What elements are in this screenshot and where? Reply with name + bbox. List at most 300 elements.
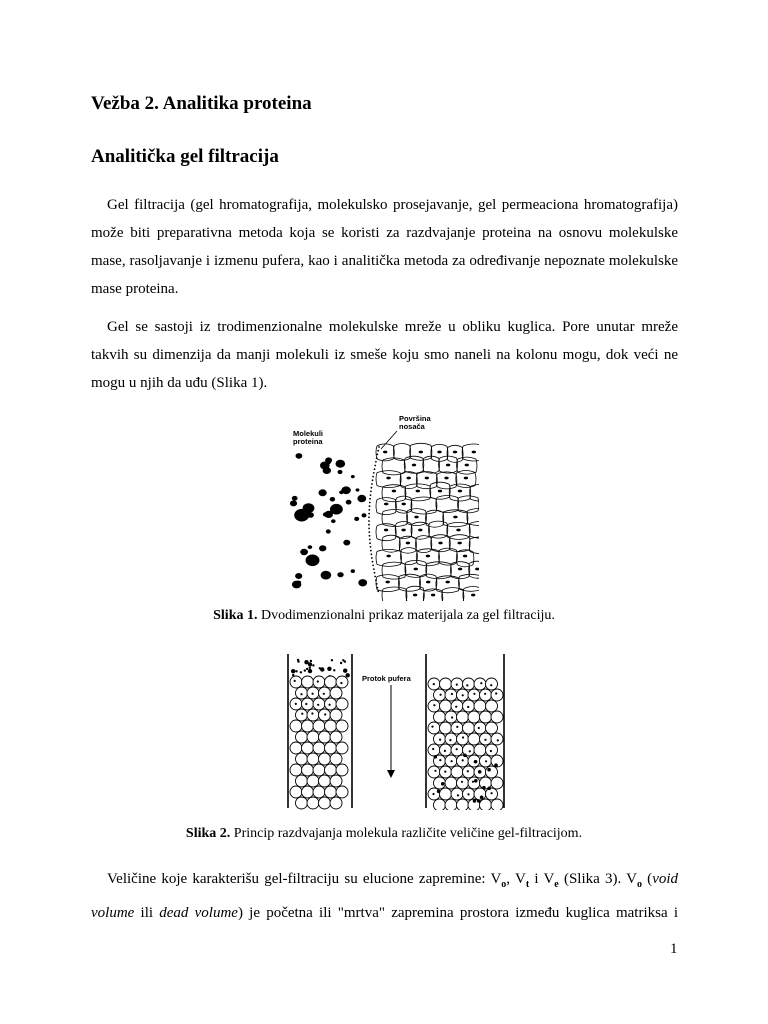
boundary-dot [374, 468, 376, 470]
small-molecule [466, 684, 468, 686]
paragraph-intro [91, 191, 678, 303]
paragraph-line: mogu u njih da uđu (Slika 1). [91, 375, 268, 391]
cell-molecule [471, 594, 475, 597]
sample-molecule [320, 667, 324, 671]
protein-blob [290, 500, 297, 506]
gel-cell [382, 587, 407, 601]
sample-molecule [309, 667, 311, 669]
boundary-dot [377, 450, 379, 452]
gel-cell [382, 562, 406, 579]
small-molecule [462, 694, 464, 696]
large-molecule [473, 799, 477, 803]
gel-bead [296, 775, 308, 787]
gel-cell [401, 548, 418, 565]
gel-bead [307, 709, 319, 721]
boundary-dot [378, 446, 380, 448]
gel-bead [474, 788, 486, 800]
italic-term: dead volume [159, 905, 238, 921]
cell-molecule [453, 516, 457, 519]
gel-bead [290, 786, 302, 798]
small-molecule [485, 760, 487, 762]
protein-blob [319, 489, 327, 496]
boundary-dot [374, 465, 376, 467]
gel-bead [468, 711, 480, 723]
small-molecule [431, 726, 433, 728]
small-molecule [456, 684, 458, 686]
protein-blob [346, 500, 352, 505]
large-molecule [494, 763, 498, 767]
gel-bead [486, 744, 498, 756]
text-run: ( [641, 871, 653, 887]
gel-bead [491, 733, 503, 745]
small-molecule [480, 682, 482, 684]
large-molecule [474, 760, 478, 764]
large-molecule [477, 799, 481, 803]
protein-blob [303, 503, 315, 513]
boundary-dot [371, 553, 373, 555]
subscript: e [554, 879, 559, 890]
protein-blob [330, 497, 335, 502]
small-molecule [497, 739, 499, 741]
boundary-dot [371, 557, 373, 559]
small-molecule [294, 680, 296, 682]
section-heading: Analitička gel filtracija [91, 146, 279, 167]
cell-molecule [387, 555, 391, 558]
gel-bead [319, 731, 331, 743]
cell-molecule [414, 568, 418, 571]
gel-cell [423, 456, 440, 473]
subscript: o [636, 879, 642, 890]
small-molecule [456, 726, 458, 728]
cell-molecule [414, 516, 418, 519]
gel-bead [457, 799, 469, 810]
figure2-caption-label: Slika 2. [185, 826, 231, 841]
gel-bead [440, 722, 452, 734]
gel-cell [462, 444, 479, 461]
gel-bead [457, 733, 469, 745]
boundary-dot [369, 535, 371, 537]
gel-bead [290, 720, 302, 732]
sample-molecule [304, 669, 306, 671]
paragraph-line [91, 865, 678, 899]
cell-molecule [464, 477, 468, 480]
sample-molecule [291, 669, 295, 673]
small-molecule [462, 736, 464, 738]
surface-boundary-dots [368, 446, 380, 592]
gel-bead [290, 764, 302, 776]
gel-bead [428, 744, 440, 756]
boundary-dot [372, 476, 374, 478]
boundary-dot [377, 590, 379, 592]
gel-cell [426, 562, 452, 579]
sample-molecule [343, 669, 347, 673]
sample-molecule [333, 669, 335, 671]
cell-molecule [418, 529, 422, 532]
paragraph-line: Gel se sastoji iz trodimenzionalne molekulske mreže u obliku kuglica. Pore unutar mreže [107, 319, 678, 335]
large-molecule [434, 755, 438, 759]
boundary-dot [374, 572, 376, 574]
gel-bead [319, 797, 331, 809]
gel-bead [296, 687, 308, 699]
gel-bead [445, 799, 457, 810]
small-molecule [444, 750, 446, 752]
protein-blob [308, 545, 313, 549]
cell-molecule [426, 555, 430, 558]
cell-molecule [472, 451, 476, 454]
gel-cell [376, 498, 396, 515]
gel-bead [457, 711, 469, 723]
cell-molecule [453, 451, 457, 454]
small-molecule [469, 750, 471, 752]
small-molecule [323, 693, 325, 695]
figure1-caption [0, 608, 768, 624]
sample-molecule [310, 660, 312, 662]
paragraph-line: može biti preparativna metoda koja se koristi za razdvajanje proteina na osnovu molekulske [91, 225, 678, 241]
cell-molecule [456, 529, 460, 532]
small-molecule [467, 793, 469, 795]
figure1-caption-label: Slika 1. [213, 608, 258, 623]
gel-bead [434, 689, 446, 701]
subscript: o [501, 879, 507, 890]
cell-molecule [425, 477, 429, 480]
boundary-dot [370, 550, 372, 552]
cell-molecule [438, 542, 442, 545]
cell-molecule [384, 503, 388, 506]
sample-molecule [346, 673, 350, 677]
boundary-dot [368, 520, 370, 522]
small-molecule [439, 759, 441, 761]
gel-bead [296, 709, 308, 721]
small-molecule [301, 713, 303, 715]
cell-molecule [475, 568, 479, 571]
small-molecule [490, 684, 492, 686]
small-molecule [451, 760, 453, 762]
cell-molecule [413, 594, 417, 597]
cell-molecule [406, 542, 410, 545]
large-molecule [482, 786, 486, 790]
small-molecule [439, 739, 441, 741]
gel-bead [330, 797, 342, 809]
cell-molecule [444, 477, 448, 480]
gel-bead [325, 720, 337, 732]
small-molecule [312, 693, 314, 695]
small-molecule [455, 706, 457, 708]
protein-blob [323, 467, 331, 474]
small-molecule [317, 704, 319, 706]
gel-bead [491, 711, 503, 723]
sample-molecule [344, 660, 346, 662]
cell-molecule [383, 451, 387, 454]
gel-bead [307, 753, 319, 765]
gel-cell [447, 445, 463, 462]
sample-molecule [304, 660, 308, 664]
boundary-dot [372, 565, 374, 567]
label-proteins-line2: proteina [293, 437, 323, 446]
gel-cell [411, 497, 437, 514]
gel-bead [319, 775, 331, 787]
boundary-dot [368, 531, 370, 533]
small-molecule [451, 716, 453, 718]
gel-bead [330, 753, 342, 765]
small-molecule [484, 693, 486, 695]
boundary-dot [371, 487, 373, 489]
cell-molecule [384, 529, 388, 532]
protein-blob [326, 529, 331, 533]
boundary-dot [377, 454, 379, 456]
small-molecule [311, 712, 313, 714]
text-run: ) je početna ili "mrtva" zapremina prostora između kuglica matriksa i [237, 905, 678, 921]
sample-molecule [308, 669, 312, 673]
small-molecule [456, 748, 458, 750]
text-run: , V [506, 871, 526, 887]
sample-molecule [312, 664, 314, 666]
large-molecule [474, 779, 478, 783]
protein-blob [292, 496, 298, 501]
gel-bead [313, 720, 325, 732]
paragraph-line: mase proteina. [91, 281, 179, 297]
gel-bead [336, 764, 348, 776]
boundary-dot [369, 539, 371, 541]
gel-cell [405, 484, 431, 501]
figure-columns [285, 652, 521, 810]
text-run: ili [134, 905, 160, 921]
flow-label: Protok pufera [362, 674, 411, 683]
boundary-dot [369, 505, 371, 507]
protein-blob [296, 453, 303, 459]
gel-bead [434, 711, 446, 723]
gel-bead [313, 742, 325, 754]
figure2-caption-text: Princip razdvajanja molekula različite veličine gel-filtracijom. [230, 826, 583, 841]
boundary-dot [370, 491, 372, 493]
gel-bead [451, 766, 463, 778]
gel-bead [302, 698, 314, 710]
small-molecule [478, 727, 480, 729]
gel-cell [406, 586, 424, 601]
text-run: Veličine koje karakterišu gel-filtraciju su elucione zapremine: V [107, 871, 502, 887]
cell-molecule [438, 490, 442, 493]
protein-blob [357, 495, 366, 502]
gel-bead [440, 788, 452, 800]
gel-bead [302, 786, 314, 798]
gel-bead [336, 742, 348, 754]
gel-bead [445, 689, 457, 701]
gel-bead [336, 698, 348, 710]
small-molecule [340, 682, 342, 684]
gel-bead [325, 786, 337, 798]
gel-bead [428, 722, 440, 734]
gel-bead [313, 676, 325, 688]
gel-bead [330, 709, 342, 721]
gel-bead [434, 799, 446, 810]
gel-cell [463, 587, 479, 602]
protein-blob [319, 545, 326, 551]
cell-molecule [458, 490, 462, 493]
gel-bead [330, 731, 342, 743]
small-molecule [490, 750, 492, 752]
gel-bead [302, 720, 314, 732]
gel-bead [307, 775, 319, 787]
pointer-line [381, 431, 397, 449]
gel-bead [440, 700, 452, 712]
large-molecule [441, 782, 445, 786]
gel-bead [486, 722, 498, 734]
small-molecule [449, 739, 451, 741]
cell-molecule [412, 464, 416, 467]
small-molecule [295, 703, 297, 705]
protein-blob [343, 540, 350, 546]
small-molecule [484, 739, 486, 741]
boundary-dot [368, 513, 370, 515]
cell-molecule [392, 490, 396, 493]
gel-bead [325, 698, 337, 710]
cell-molecule [426, 581, 430, 584]
italic-term: volume [91, 905, 135, 921]
cell-molecule [386, 581, 390, 584]
boundary-dot [373, 472, 375, 474]
gel-bead [307, 797, 319, 809]
gel-bead [486, 678, 498, 690]
sample-molecule [300, 671, 302, 673]
small-molecule [300, 693, 302, 695]
gel-bead [325, 764, 337, 776]
cell-molecule [465, 464, 469, 467]
small-molecule [473, 693, 475, 695]
boundary-dot [369, 502, 371, 504]
gel-bead [457, 777, 469, 789]
paragraph-line: Gel filtracija (gel hromatografija, molekulsko prosejavanje, gel permeaciona hromatografija) [107, 197, 678, 213]
boundary-dot [369, 542, 371, 544]
boundary-dot [370, 546, 372, 548]
protein-blob [323, 512, 328, 516]
cell-molecule [458, 542, 462, 545]
large-molecule [487, 768, 491, 772]
gel-bead [330, 775, 342, 787]
gel-bead [319, 753, 331, 765]
boundary-dot [368, 524, 370, 526]
small-molecule [472, 781, 474, 783]
protein-blob [331, 519, 336, 523]
gel-bead [330, 687, 342, 699]
gel-bead [474, 700, 486, 712]
small-molecule [432, 793, 434, 795]
label-surface-line2: nosača [399, 422, 425, 431]
small-molecule [305, 703, 307, 705]
cell-molecule [446, 581, 450, 584]
gel-bead [313, 764, 325, 776]
gel-bead [296, 797, 308, 809]
gel-bead [451, 722, 463, 734]
small-molecule [451, 693, 453, 695]
gel-bead [451, 788, 463, 800]
label-proteins-line1: Molekuli [293, 429, 324, 438]
figure2-caption [0, 826, 768, 842]
gel-bead [307, 731, 319, 743]
protein-blob [351, 475, 355, 478]
gel-network-cells [376, 443, 479, 601]
paragraph-elution [91, 865, 678, 927]
cell-molecule [446, 464, 450, 467]
protein-blob [362, 513, 367, 517]
boundary-dot [368, 516, 370, 518]
small-molecule [440, 694, 442, 696]
boundary-dot [370, 494, 372, 496]
gel-bead [468, 733, 480, 745]
protein-blob [338, 470, 343, 474]
large-molecule [480, 796, 484, 800]
gel-bead [468, 777, 480, 789]
gel-bead [325, 742, 337, 754]
small-molecule [467, 770, 469, 772]
large-molecule [463, 754, 467, 758]
figure1-caption-text: Dvodimenzionalni prikaz materijala za gel filtraciju. [257, 608, 555, 623]
gel-bead [480, 689, 492, 701]
gel-bead [302, 742, 314, 754]
column-right-beads [428, 678, 503, 810]
small-molecule [432, 748, 434, 750]
small-molecule [434, 770, 436, 772]
small-molecule [329, 704, 331, 706]
cell-molecule [407, 477, 411, 480]
gel-bead [445, 733, 457, 745]
page-number: 1 [670, 941, 678, 957]
protein-blob [296, 581, 301, 585]
gel-bead [474, 722, 486, 734]
gel-bead [463, 678, 475, 690]
gel-bead [296, 731, 308, 743]
paragraph-gel [91, 313, 678, 397]
protein-blob [325, 460, 331, 465]
cell-molecule [437, 451, 441, 454]
gel-bead [486, 700, 498, 712]
gel-bead [313, 698, 325, 710]
gel-bead [474, 678, 486, 690]
text-run: i V [529, 871, 555, 887]
small-molecule [324, 713, 326, 715]
sample-molecule [340, 662, 342, 664]
small-molecule [457, 794, 459, 796]
gel-bead [336, 720, 348, 732]
boundary-dot [375, 461, 377, 463]
boundary-dot [373, 568, 375, 570]
gel-cell [469, 537, 479, 554]
boundary-dot [371, 483, 373, 485]
cell-molecule [419, 451, 423, 454]
cell-molecule [458, 568, 462, 571]
gel-bead [480, 711, 492, 723]
protein-blob [337, 572, 343, 577]
boundary-dot [369, 498, 371, 500]
gel-bead [480, 799, 492, 810]
protein-blob [306, 555, 320, 567]
protein-blob [336, 460, 346, 468]
gel-cell [416, 472, 437, 489]
cell-molecule [401, 529, 405, 532]
small-molecule [433, 683, 435, 685]
protein-blob [295, 573, 302, 579]
gel-bead [445, 711, 457, 723]
text-run: (Slika 3). V [558, 871, 637, 887]
boundary-dot [368, 509, 370, 511]
protein-blob [300, 549, 308, 555]
gel-bead [445, 777, 457, 789]
label-surface-line1: Površina [399, 414, 431, 423]
protein-molecules [290, 453, 367, 588]
protein-blob [356, 488, 360, 491]
large-molecule [478, 770, 482, 774]
boundary-dot [374, 576, 376, 578]
sample-molecule [306, 668, 308, 670]
sample-molecule [327, 667, 331, 671]
